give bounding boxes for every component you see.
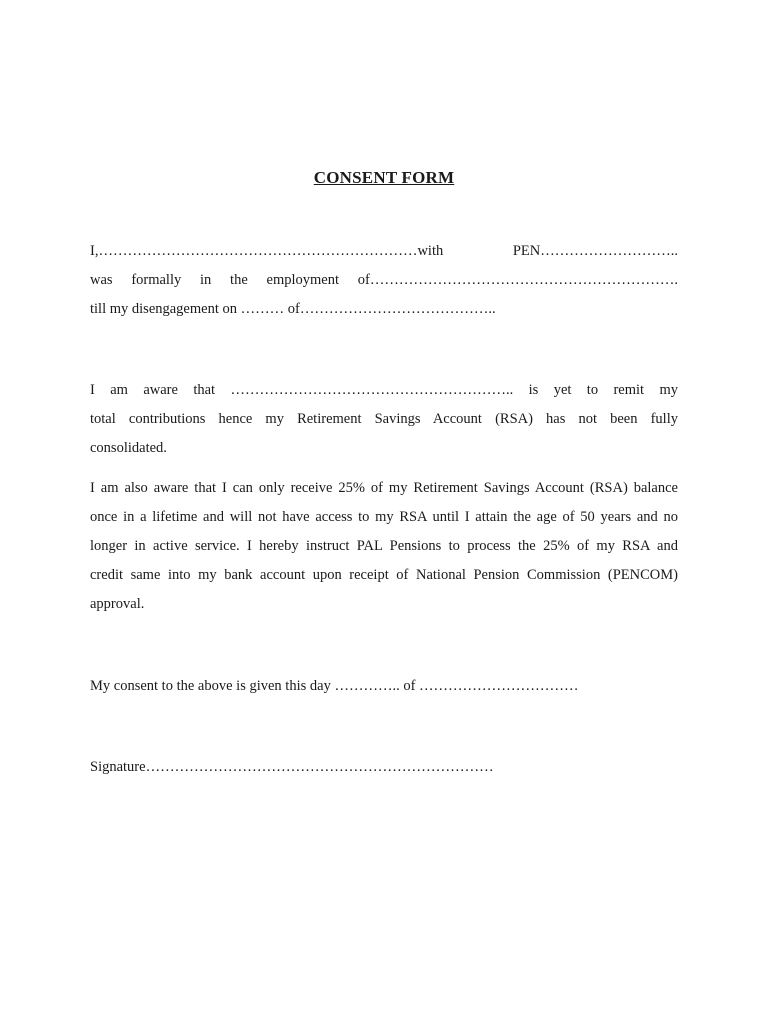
consent-paragraph [90,672,678,701]
signature-line: Signature……………………………………………………………… [90,759,494,775]
aware-line-3: consolidated. [90,440,167,456]
also-aware-paragraph [90,474,678,619]
aware-paragraph [90,376,678,463]
signature-paragraph [90,753,678,782]
aware-line-1: I am aware that ………………………………………………….. is yet to remit my [90,382,678,398]
form-title: CONSENT FORM [313,168,455,187]
intro-line-employment: was formally in the employment of………………………………………………………. [90,272,678,288]
intro-paragraph [90,237,678,324]
also-aware-line-5: approval. [90,596,145,612]
also-aware-line-1: I am also aware that I can only receive 25% of my Retirement Savings Account (RSA) balance [90,480,678,496]
also-aware-line-2: once in a lifetime and will not have access to my RSA until I attain the age of 50 years and no [90,509,678,525]
intro-line-name-pen: I,…………………………………………………………with PEN……………………….. [90,243,678,259]
intro-line-disengagement: till my disengagement on ……… of………………………………….. [90,301,496,317]
also-aware-line-4: credit same into my bank account upon receipt of National Pension Commission (PENCOM) [90,567,678,583]
also-aware-line-3: longer in active service. I hereby instruct PAL Pensions to process the 25% of my RSA and [90,538,678,554]
aware-line-2: total contributions hence my Retirement Savings Account (RSA) has not been fully [90,411,678,427]
consent-date-line: My consent to the above is given this day ………….. of …………………………… [90,678,579,694]
